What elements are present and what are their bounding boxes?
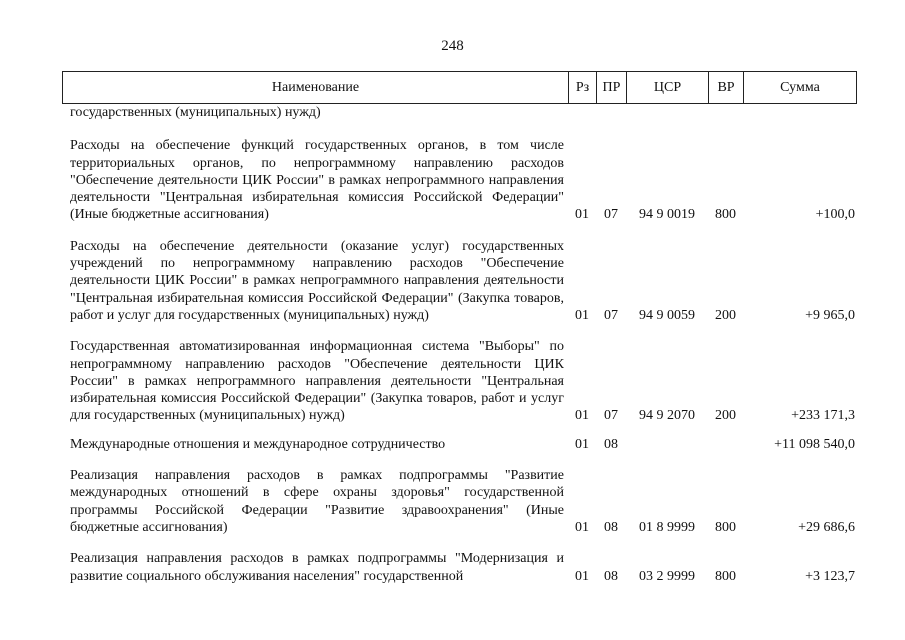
table-row bbox=[62, 436, 857, 453]
table-row bbox=[62, 467, 857, 536]
row-rz: 01 bbox=[575, 519, 589, 535]
table-row bbox=[62, 550, 857, 585]
header-csr: ЦСР bbox=[627, 72, 709, 103]
row-name: государственных (муниципальных) нужд) bbox=[70, 105, 321, 120]
header-name: Наименование bbox=[63, 72, 569, 103]
row-sum: +100,0 bbox=[815, 207, 855, 223]
table-body bbox=[62, 104, 857, 585]
row-csr: 94 9 2070 bbox=[639, 408, 695, 424]
row-name: Государственная автоматизированная информационная система "Выборы" по непрограммному направлению расходов "Обеспечение деятельности ЦИК России" в рамках непрограммного направления деятельности "Центральная избирательная комиссия Российской Федерации" (Закупка товаров, работ и услуг для государственных (муниципальных) нужд) bbox=[70, 339, 564, 424]
row-vr: 800 bbox=[715, 568, 736, 584]
table-row bbox=[62, 104, 857, 121]
table-row bbox=[62, 338, 857, 424]
row-name: Реализация направления расходов в рамках подпрограммы "Модернизация и развитие социального обслуживания населения" государственной bbox=[70, 551, 564, 584]
row-rz: 01 bbox=[575, 307, 589, 323]
header-rz: Рз bbox=[569, 72, 597, 103]
row-rz: 01 bbox=[575, 436, 589, 452]
row-csr: 94 9 0019 bbox=[639, 207, 695, 223]
row-name: Реализация направления расходов в рамках подпрограммы "Развитие международных отношений в сфере охраны здоровья" государственной программы Российской Федерации "Развитие здравоохранения" (Иные бюджетные ассигнования) bbox=[70, 468, 564, 535]
row-csr: 01 8 9999 bbox=[639, 519, 695, 535]
row-vr: 800 bbox=[715, 519, 736, 535]
row-name: Расходы на обеспечение деятельности (оказание услуг) государственных учреждений по непрограммному направлению расходов "Обеспечение деятельности ЦИК России" в рамках непрограммного направления деятельности "Центральная избирательная комиссия Российской Федерации" (Закупка товаров, работ и услуг для государственных (муниципальных) нужд) bbox=[70, 238, 564, 323]
page-number: 248 bbox=[441, 38, 464, 54]
row-pr: 07 bbox=[604, 207, 618, 223]
row-pr: 07 bbox=[604, 408, 618, 424]
row-vr: 200 bbox=[715, 408, 736, 424]
header-vr: ВР bbox=[709, 72, 744, 103]
table-row bbox=[62, 137, 857, 223]
table-header bbox=[62, 71, 857, 104]
row-sum: +29 686,6 bbox=[798, 519, 855, 535]
header-sum: Сумма bbox=[780, 79, 820, 95]
row-pr: 08 bbox=[604, 568, 618, 584]
row-rz: 01 bbox=[575, 568, 589, 584]
table-row bbox=[62, 238, 857, 324]
row-name: Расходы на обеспечение функций государственных органов, в том числе территориальных органов, по непрограммному направлению расходов "Обеспечение деятельности ЦИК России" в рамках непрограммного направления деятельности "Центральная избирательная комиссия Российской Федерации" (Иные бюджетные ассигнования) bbox=[70, 138, 564, 223]
row-name: Международные отношения и международное сотрудничество bbox=[70, 436, 446, 452]
row-sum: +3 123,7 bbox=[805, 568, 855, 584]
row-csr: 03 2 9999 bbox=[639, 568, 695, 584]
row-csr: 94 9 0059 bbox=[639, 307, 695, 323]
header-pr: ПР bbox=[597, 72, 627, 103]
row-pr: 08 bbox=[604, 436, 618, 452]
row-vr: 800 bbox=[715, 207, 736, 223]
row-sum: +233 171,3 bbox=[791, 408, 855, 424]
row-rz: 01 bbox=[575, 408, 589, 424]
row-sum: +9 965,0 bbox=[805, 307, 855, 323]
row-sum: +11 098 540,0 bbox=[774, 436, 855, 452]
row-rz: 01 bbox=[575, 207, 589, 223]
row-vr: 200 bbox=[715, 307, 736, 323]
row-pr: 08 bbox=[604, 519, 618, 535]
row-pr: 07 bbox=[604, 307, 618, 323]
